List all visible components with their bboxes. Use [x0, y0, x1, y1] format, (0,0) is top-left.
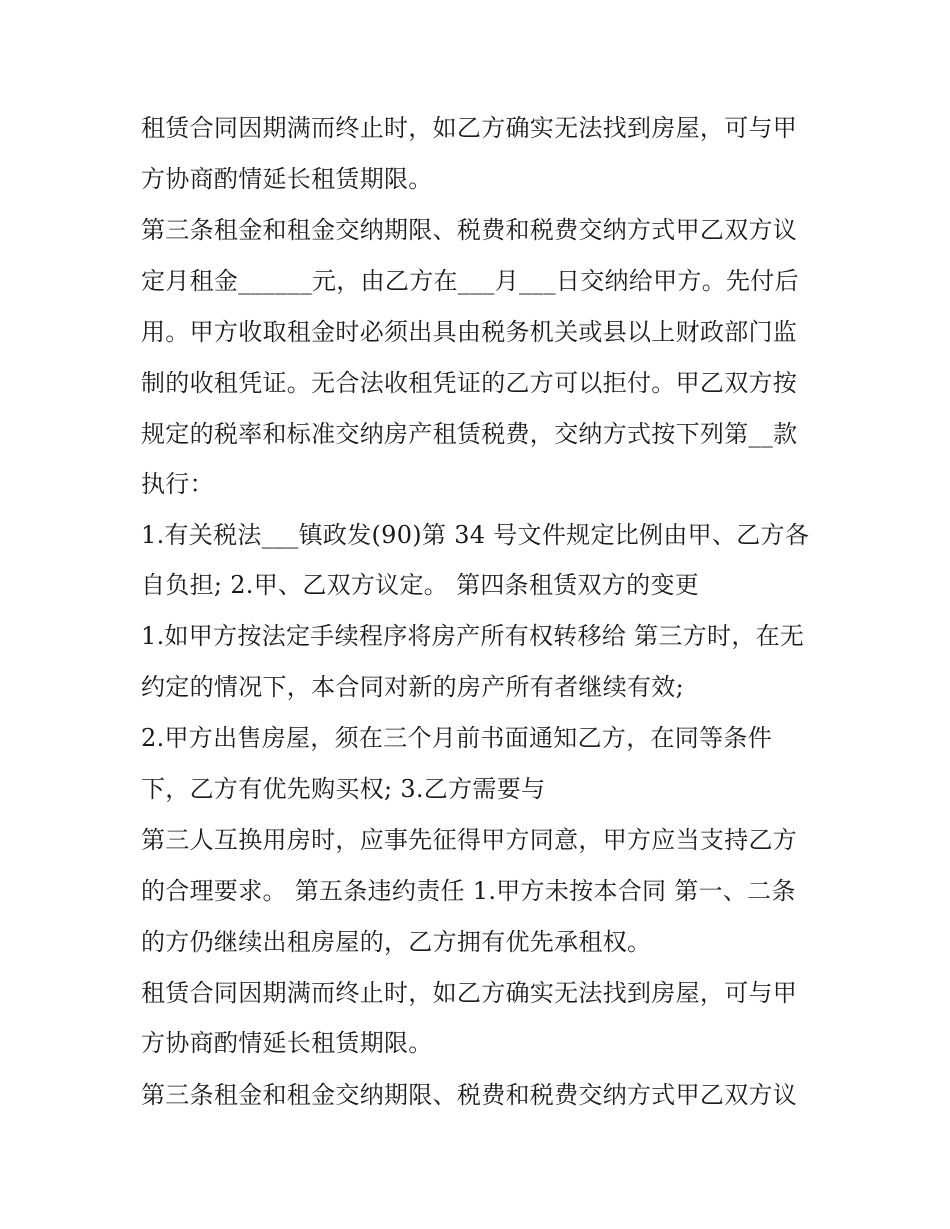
text-line: 执行：	[141, 470, 214, 498]
text-line: 用。甲方收取租金时必须出具由税务机关或县以上财政部门监	[141, 318, 798, 346]
text-line: 2.甲方出售房屋，须在三个月前书面通知乙方，在同等条件	[141, 724, 772, 752]
text-line: 规定的税率和标准交纳房产租赁税费，交纳方式按下列第__款	[141, 420, 798, 448]
text-line: 1.如甲方按法定手续程序将房产所有权转移给 第三方时，在无	[141, 622, 805, 650]
text-line: 的合理要求。 第五条违约责任 1.甲方未按本合同 第一、二条	[141, 877, 796, 905]
text-line: 第三人互换用房时，应事先征得甲方同意，甲方应当支持乙方	[141, 826, 798, 854]
text-line: 制的收租凭证。无合法收租凭证的乙方可以拒付。甲乙双方按	[141, 369, 798, 397]
text-line: 方协商酌情延长租赁期限。	[141, 1029, 433, 1057]
text-line: 方协商酌情延长租赁期限。	[141, 165, 433, 193]
text-line: 自负担; 2.甲、乙双方议定。 第四条租赁双方的变更	[141, 571, 700, 599]
text-line: 第三条租金和租金交纳期限、税费和税费交纳方式甲乙双方议	[141, 1081, 798, 1109]
text-line: 的方仍继续出租房屋的，乙方拥有优先承租权。	[141, 928, 652, 956]
text-line: 约定的情况下，本合同对新的房产所有者继续有效;	[141, 673, 684, 701]
text-line: 第三条租金和租金交纳期限、税费和税费交纳方式甲乙双方议	[141, 216, 798, 244]
text-line: 1.有关税法___镇政发(90)第 34 号文件规定比例由甲、乙方各	[141, 521, 810, 549]
text-line: 定月租金______元，由乙方在___月___日交纳给甲方。先付后	[141, 267, 799, 295]
text-line: 下，乙方有优先购买权; 3.乙方需要与	[141, 775, 546, 803]
text-line: 租赁合同因期满而终止时，如乙方确实无法找到房屋，可与甲	[141, 979, 798, 1007]
text-line: 租赁合同因期满而终止时，如乙方确实无法找到房屋，可与甲	[141, 114, 798, 142]
